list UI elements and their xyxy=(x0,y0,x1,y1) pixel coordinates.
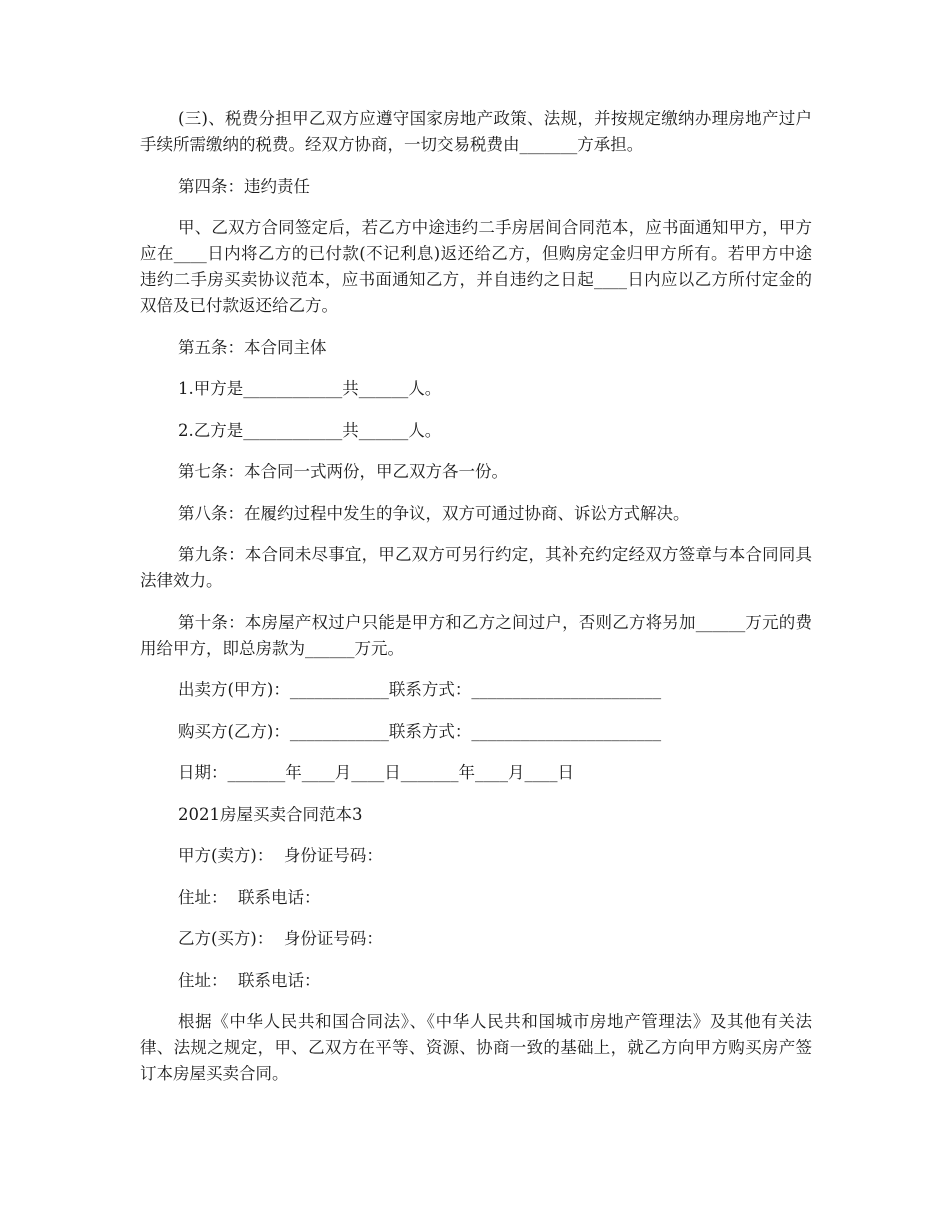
article-5-heading xyxy=(140,335,812,361)
paragraph-text: 2021房屋买卖合同范本3 xyxy=(178,804,363,824)
party-a-seller-info xyxy=(140,843,812,869)
article-4-breach-clause xyxy=(140,215,812,319)
paragraph-text: 住址： 联系电话： xyxy=(178,887,321,907)
paragraph-text: 第四条：违约责任 xyxy=(178,176,310,196)
date-line xyxy=(140,760,812,786)
party-b-address-info xyxy=(140,968,812,994)
paragraph-text: 甲、乙双方合同签定后，若乙方中途违约二手房居间合同范本，应书面通知甲方，甲方应在____日内将乙方的已付款(不记利息)返还给乙方，但购房定金归甲方所有。若甲方中途违约二手房买卖协议范本，应书面通知乙方，并自违约之日起____日内应以乙方所付定金的双倍及已付款返还给乙方。 xyxy=(140,218,812,315)
paragraph-text: 第七条：本合同一式两份，甲乙双方各一份。 xyxy=(178,462,508,481)
paragraph-text: 甲方(卖方)： 身份证号码： xyxy=(178,846,383,865)
party-b-buyer-info xyxy=(140,926,812,952)
paragraph-text: 出卖方(甲方)：____________联系方式：_______________________ xyxy=(178,680,662,699)
paragraph-text: 2.乙方是____________共______人。 xyxy=(178,420,442,440)
party-a-line xyxy=(140,376,812,402)
document-body xyxy=(140,106,812,1103)
paragraph-text: 第八条：在履约过程中发生的争议，双方可通过协商、诉讼方式解决。 xyxy=(178,503,690,523)
paragraph-text: 购买方(乙方)：____________联系方式：_______________________ xyxy=(178,721,662,741)
paragraph-text: 1.甲方是____________共______人。 xyxy=(178,379,442,398)
article-9 xyxy=(140,542,812,594)
preamble-paragraph xyxy=(140,1009,812,1087)
paragraph-text: 根据《中华人民共和国合同法》、《中华人民共和国城市房地产管理法》及其他有关法律、法规之规定，甲、乙双方在平等、资源、协商一致的基础上，就乙方向甲方购买房产签订本房屋买卖合同。 xyxy=(140,1012,812,1083)
clause-tax-burden xyxy=(140,106,812,158)
paragraph-text: 住址： 联系电话： xyxy=(178,970,321,990)
buyer-signature-line xyxy=(140,719,812,745)
paragraph-text: 第十条：本房屋产权过户只能是甲方和乙方之间过户，否则乙方将另加______万元的费用给甲方，即总房款为______万元。 xyxy=(140,612,812,658)
paragraph-text: (三)、税费分担甲乙双方应遵守国家房地产政策、法规，并按规定缴纳办理房地产过户手续所需缴纳的税费。经双方协商，一切交易税费由_______方承担。 xyxy=(140,109,812,154)
party-b-line xyxy=(140,418,812,444)
article-7 xyxy=(140,459,812,485)
article-4-heading xyxy=(140,174,812,200)
paragraph-text: 第五条：本合同主体 xyxy=(178,337,327,357)
paragraph-text: 第九条：本合同未尽事宜，甲乙双方可另行约定，其补充约定经双方签章与本合同同具法律效力。 xyxy=(140,545,812,590)
seller-signature-line xyxy=(140,677,812,703)
paragraph-text: 日期：_______年____月____日_______年____月____日 xyxy=(178,763,574,782)
party-a-address-info xyxy=(140,885,812,911)
article-10 xyxy=(140,610,812,662)
paragraph-text: 乙方(买方)： 身份证号码： xyxy=(178,929,383,948)
section-title xyxy=(140,802,812,828)
article-8 xyxy=(140,501,812,527)
